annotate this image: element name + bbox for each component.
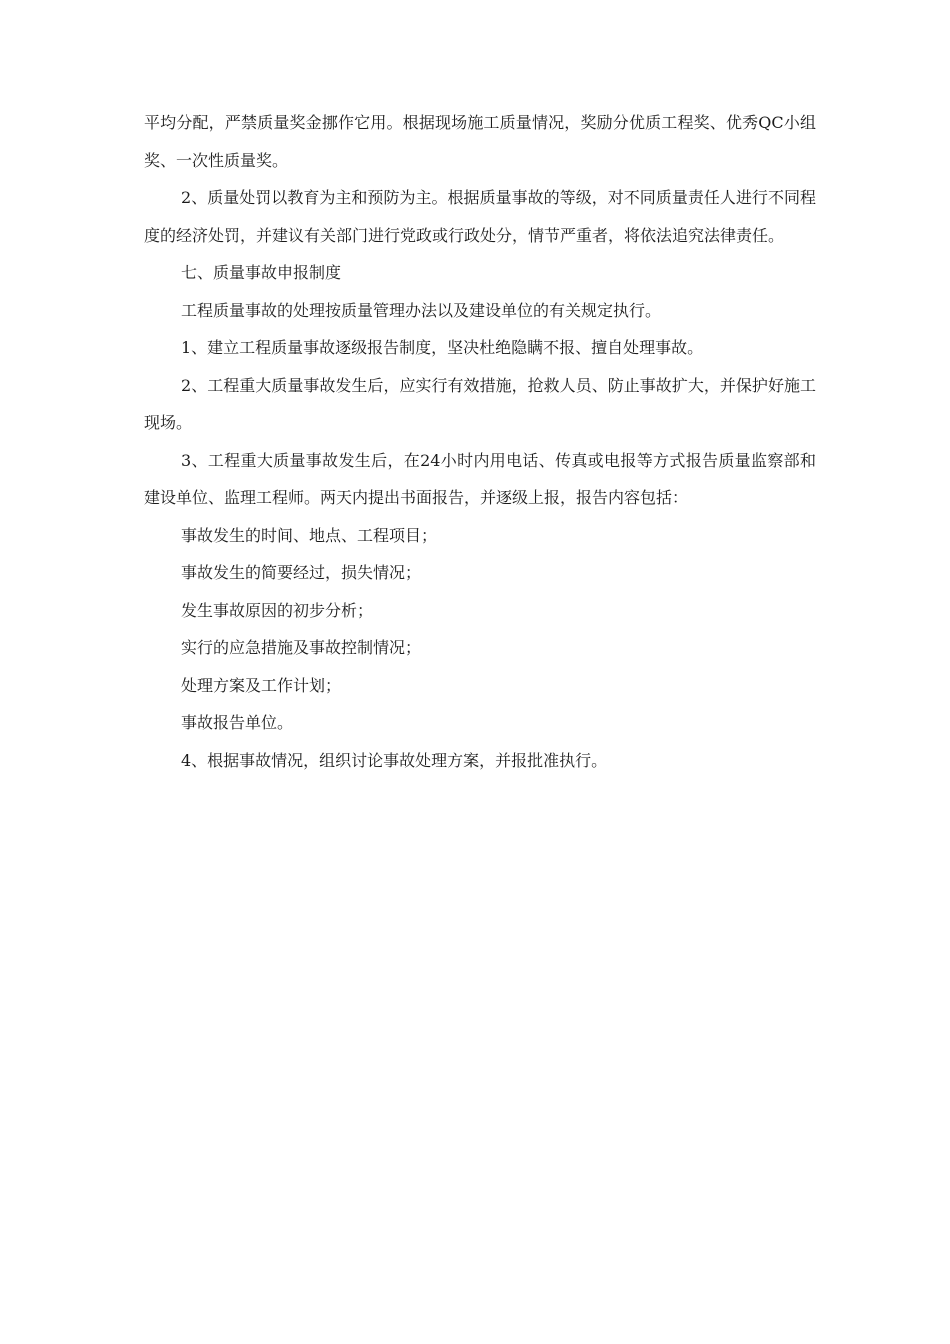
paragraph-item-4-handling-plan-approval: 4、根据事故情况，组织讨论事故处理方案，并报批准执行。	[181, 750, 608, 770]
paragraph-item-2-emergency-measures: 2、工程重大质量事故发生后，应实行有效措施，抢救人员、防止事故扩大，并保护好施工现场。	[144, 375, 816, 432]
section-heading-accident-reporting: 七、质量事故申报制度	[181, 263, 342, 282]
paragraph-quality-penalty: 2、质量处罚以教育为主和预防为主。根据质量事故的等级，对不同质量责任人进行不同程度的经济处罚，并建议有关部门进行党政或行政处分，情节严重者，将依法追究法律责任。	[144, 188, 816, 245]
report-content-handling-plan: 处理方案及工作计划；	[181, 675, 342, 695]
report-content-reporting-unit: 事故报告单位。	[181, 713, 294, 732]
document-page	[144, 104, 816, 779]
paragraph-accident-handling-rules: 工程质量事故的处理按质量管理办法以及建设单位的有关规定执行。	[181, 300, 662, 320]
report-content-time-place: 事故发生的时间、地点、工程项目；	[181, 525, 438, 545]
paragraph-item-1-reporting-system: 1、建立工程质量事故逐级报告制度，坚决杜绝隐瞒不报、擅自处理事故。	[181, 338, 704, 357]
report-content-emergency-control: 实行的应急措施及事故控制情况；	[181, 638, 422, 657]
report-content-brief-process: 事故发生的简要经过，损失情况；	[181, 563, 422, 582]
paragraph-bonus-distribution: 平均分配，严禁质量奖金挪作它用。根据现场施工质量情况，奖励分优质工程奖、优秀QC小组奖、一次性质量奖。	[144, 113, 816, 170]
report-content-cause-analysis: 发生事故原因的初步分析；	[181, 600, 374, 620]
paragraph-item-3-report-within-24h: 3、工程重大质量事故发生后，在24小时内用电话、传真或电报等方式报告质量监察部和建设单位、监理工程师。两天内提出书面报告，并逐级上报，报告内容包括：	[144, 450, 816, 507]
